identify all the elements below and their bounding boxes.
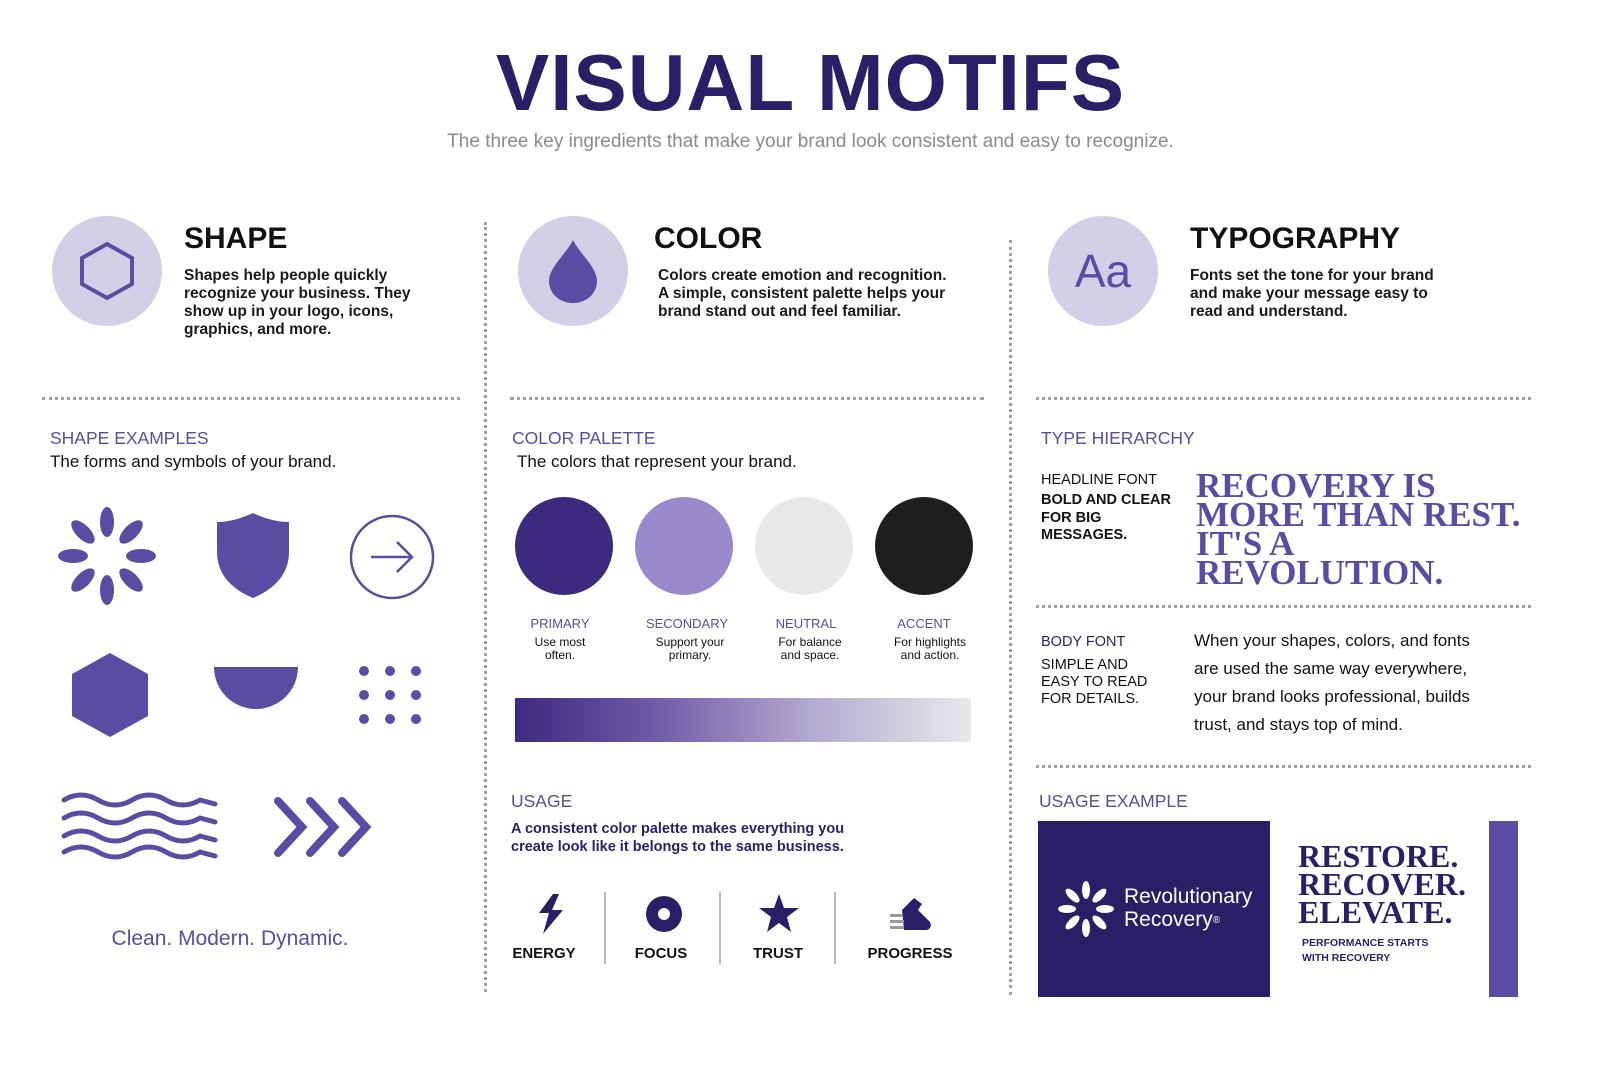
- target-icon: [645, 895, 683, 933]
- typography-title: TYPOGRAPHY: [1190, 222, 1401, 255]
- running-shoe-icon: [888, 896, 934, 934]
- swatch-desc: For highlights and action.: [893, 635, 967, 662]
- logo-wordmark: [1124, 885, 1252, 932]
- shape-examples-heading: SHAPE EXAMPLES: [50, 428, 209, 448]
- hexagon-icon: [77, 240, 137, 302]
- swatch-label: PRIMARY: [530, 616, 590, 631]
- column-divider: [484, 222, 487, 992]
- headline-sample: [1196, 466, 1521, 592]
- chevrons-icon: [272, 795, 376, 859]
- accent-bar: [1489, 821, 1518, 997]
- headline-line: REVOLUTION.: [1196, 553, 1444, 592]
- body-sample: When your shapes, colors, and fonts are used the same way everywhere, your brand looks professional, builds trust, and stays top of mind.: [1194, 631, 1470, 734]
- body-font-desc: SIMPLE AND EASY TO READ FOR DETAILS.: [1041, 657, 1148, 707]
- column-divider: [1009, 240, 1012, 995]
- swatch-label: NEUTRAL: [775, 616, 837, 631]
- star-icon: [758, 893, 800, 933]
- logo-card: [1038, 821, 1270, 997]
- swatch-neutral: [755, 497, 853, 595]
- ad-headline-line: RESTORE.: [1298, 838, 1459, 874]
- color-palette-heading: COLOR PALETTE: [512, 428, 656, 448]
- ad-subline-line: PERFORMANCE STARTS: [1302, 937, 1429, 949]
- swatch-desc: Support your primary.: [655, 635, 725, 662]
- headline-font-desc: BOLD AND CLEAR FOR BIG MESSAGES.: [1041, 492, 1171, 543]
- color-badge: [518, 216, 628, 326]
- type-hierarchy-heading: TYPE HIERARCHY: [1041, 428, 1195, 448]
- swatch-label: ACCENT: [897, 616, 951, 631]
- hexagon-icon: [70, 651, 150, 739]
- shield-icon: [214, 510, 292, 600]
- headline-line: RECOVERY IS: [1196, 466, 1436, 505]
- logo-line: Recovery: [1124, 908, 1213, 931]
- lightning-icon: [532, 893, 568, 935]
- half-circle-icon: [213, 667, 299, 725]
- swatch-desc: For balance and space.: [778, 635, 842, 662]
- shape-examples-subheading: The forms and symbols of your brand.: [50, 452, 337, 471]
- usage-example-heading: USAGE EXAMPLE: [1039, 791, 1188, 811]
- shape-description: Shapes help people quickly recognize your business. They show up in your logo, icons, graphics, and more.: [184, 267, 411, 338]
- section-divider: [510, 397, 984, 400]
- shape-title: SHAPE: [184, 222, 288, 255]
- font-sample-icon: Aa: [1074, 245, 1132, 297]
- ad-subline: [1302, 936, 1428, 966]
- swatch-accent: [875, 497, 973, 595]
- logo-line: Revolutionary: [1124, 885, 1253, 908]
- usage-label: FOCUS: [634, 945, 688, 962]
- ad-subline-line: WITH RECOVERY: [1302, 952, 1391, 964]
- headline-line: MORE THAN REST.: [1196, 495, 1521, 534]
- headline-line: IT'S A: [1196, 524, 1295, 563]
- shape-tagline: Clean. Modern. Dynamic.: [111, 927, 349, 950]
- wave-lines-icon: [60, 790, 220, 860]
- usage-heading: USAGE: [511, 791, 573, 811]
- droplet-icon: [546, 237, 600, 305]
- typography-description: Fonts set the tone for your brand and make your message easy to read and understand.: [1190, 267, 1434, 320]
- swatch-desc: Use most often.: [534, 635, 586, 662]
- usage-text: A consistent color palette makes everything you create look like it belongs to the same business.: [511, 821, 845, 855]
- page-title: VISUAL MOTIFS: [495, 38, 1126, 127]
- logo-burst-icon: [1056, 879, 1116, 939]
- ad-headline-line: ELEVATE.: [1298, 894, 1453, 930]
- flower-burst-icon: [56, 505, 158, 607]
- arrow-circle-icon: [348, 513, 436, 601]
- palette-gradient-bar: [515, 698, 971, 742]
- ad-headline-line: RECOVER.: [1298, 866, 1467, 902]
- registered-mark: ®: [1212, 914, 1221, 926]
- color-palette-subheading: The colors that represent your brand.: [517, 452, 797, 471]
- usage-label: TRUST: [753, 945, 803, 962]
- color-description: Colors create emotion and recognition. A simple, consistent palette helps your brand stand out and feel familiar.: [658, 267, 947, 320]
- section-divider: [1036, 605, 1531, 608]
- swatch-primary: [515, 497, 613, 595]
- swatch-label: SECONDARY: [645, 616, 729, 631]
- ad-headline: [1298, 838, 1467, 930]
- headline-font-label: HEADLINE FONT: [1041, 472, 1158, 488]
- body-font-label: BODY FONT: [1041, 634, 1126, 650]
- section-divider: [42, 397, 460, 400]
- usage-separator: [719, 892, 721, 964]
- page-subtitle: The three key ingredients that make your brand look consistent and easy to recognize.: [447, 131, 1174, 152]
- swatch-secondary: [635, 497, 733, 595]
- color-title: COLOR: [654, 222, 763, 255]
- typography-badge: [1048, 216, 1158, 326]
- usage-label: PROGRESS: [867, 945, 953, 962]
- section-divider: [1036, 765, 1531, 768]
- usage-label: ENERGY: [512, 945, 576, 962]
- shape-badge: [52, 216, 162, 326]
- dot-grid-icon: [355, 662, 427, 724]
- usage-separator: [834, 892, 836, 964]
- section-divider: [1036, 397, 1531, 400]
